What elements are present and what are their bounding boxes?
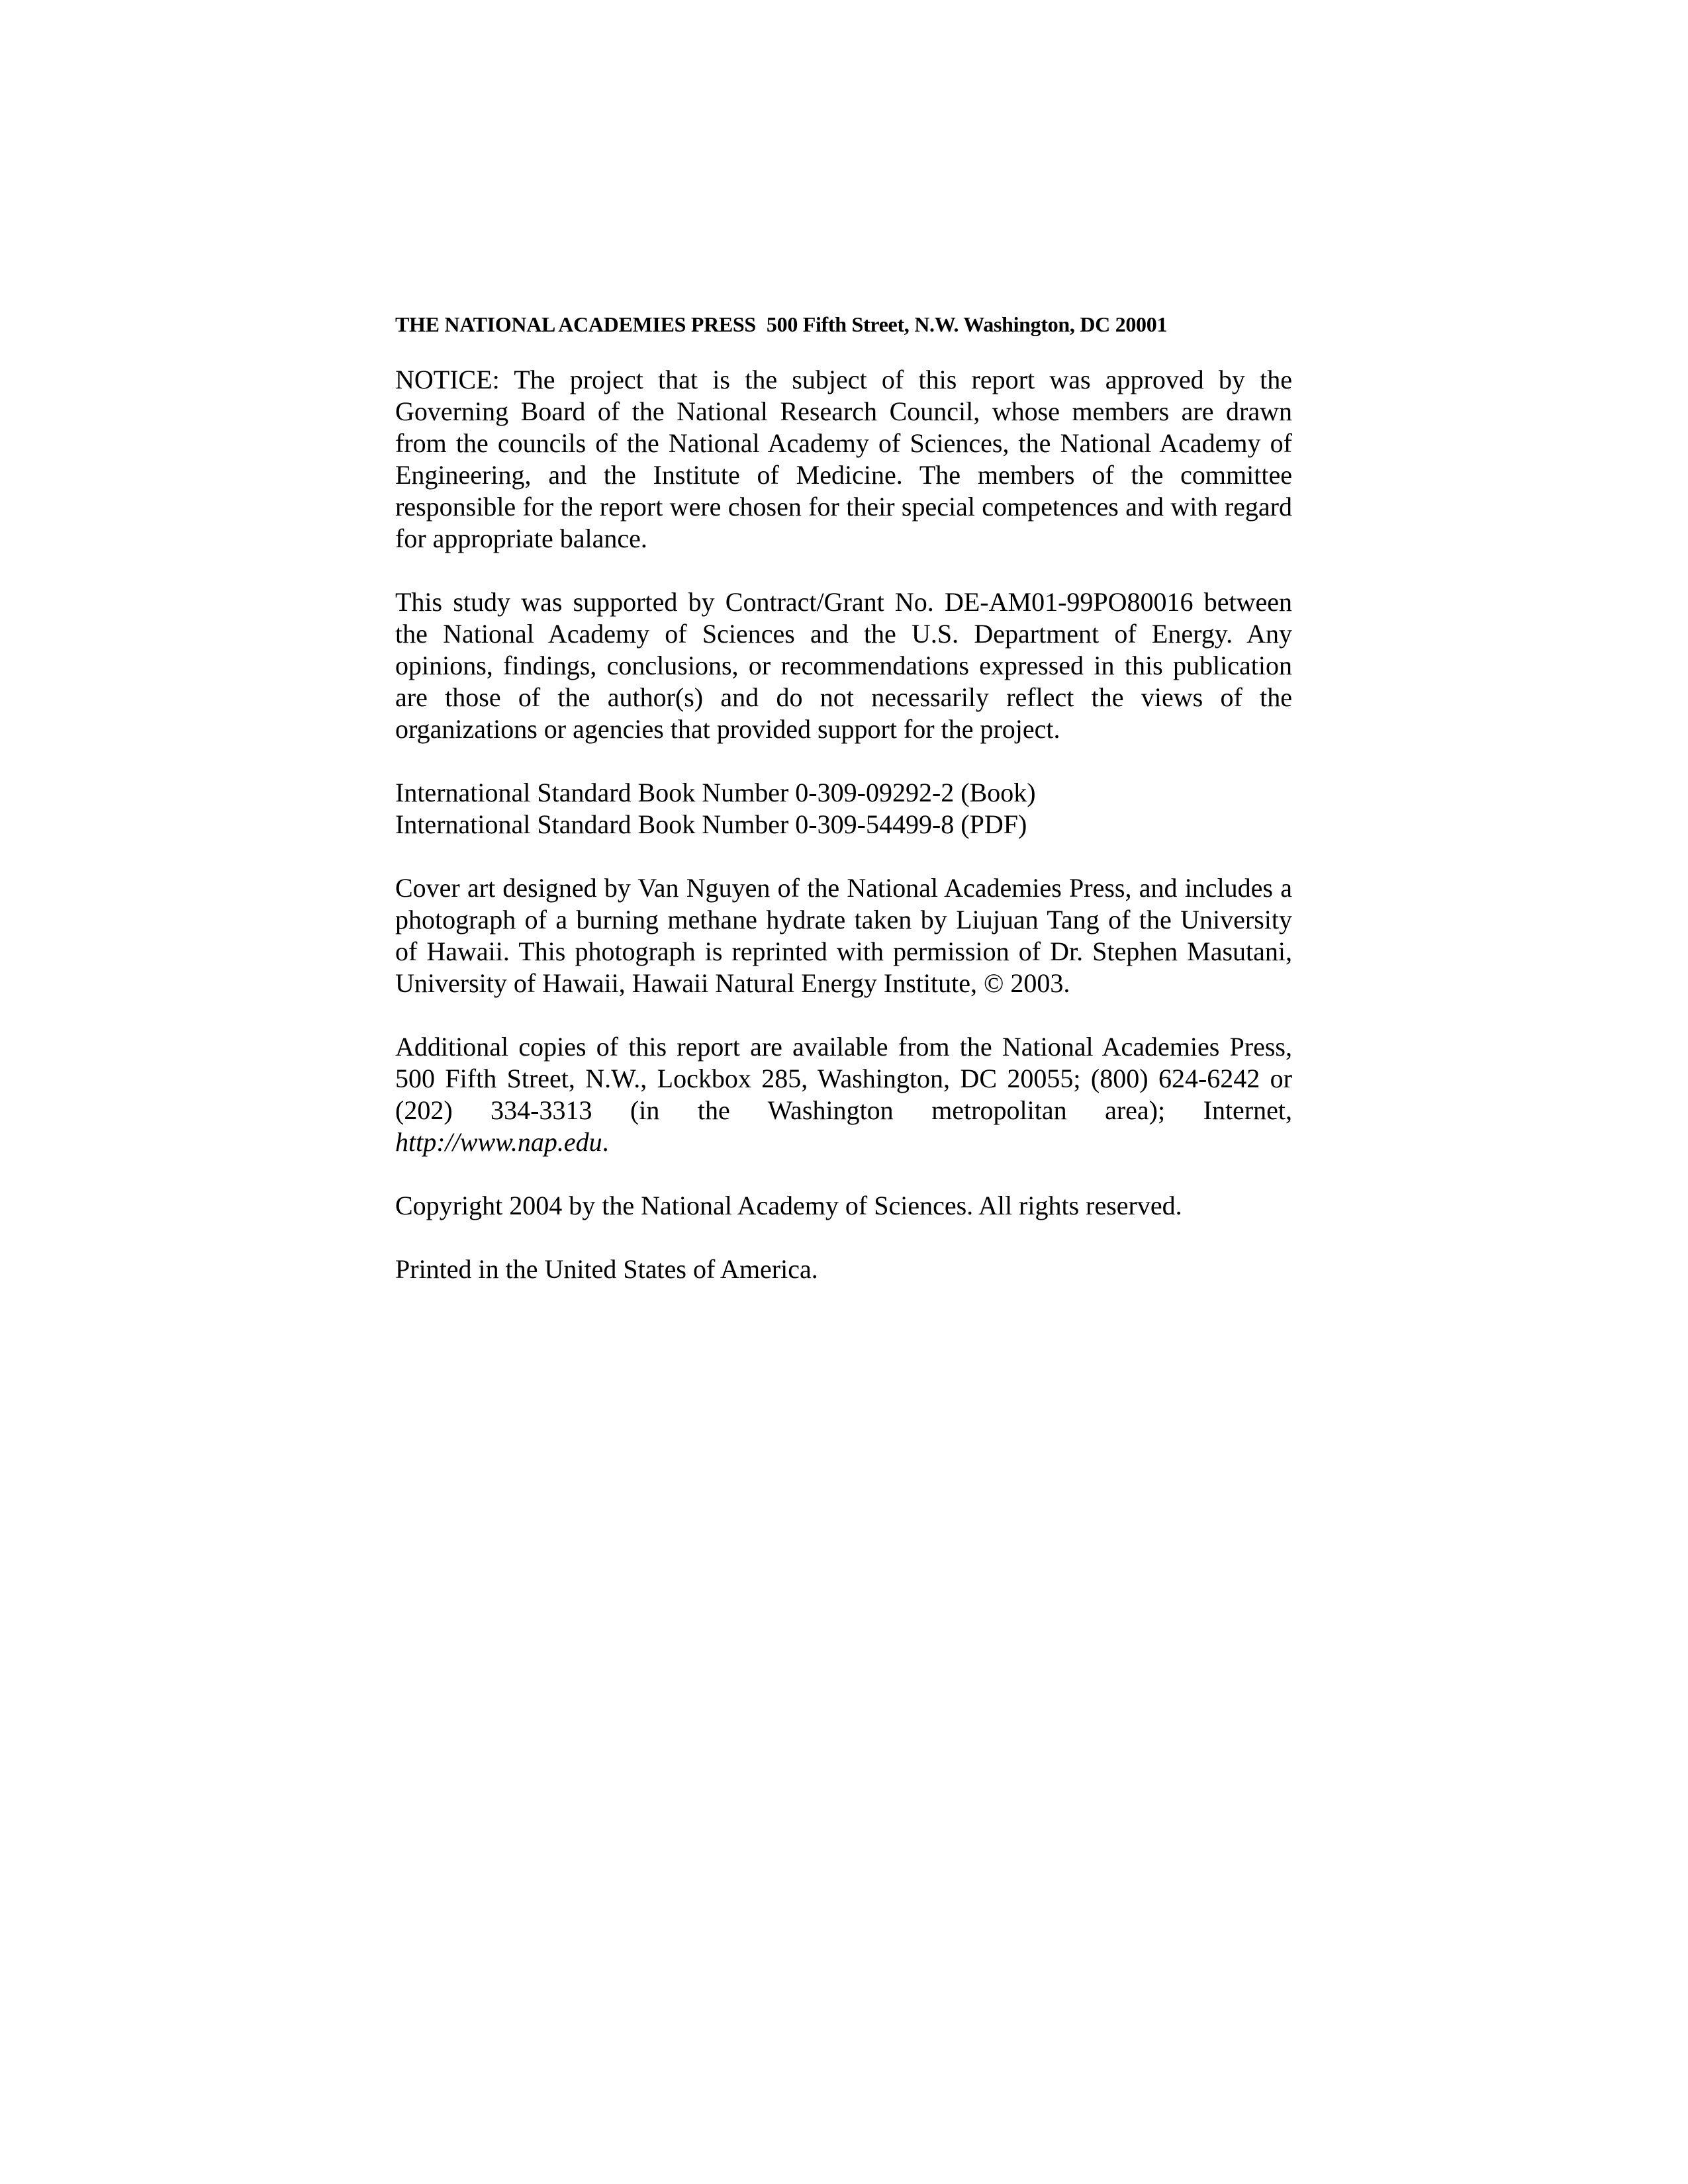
copyright-notice: Copyright 2004 by the National Academy of Sciences. All rights reserved. bbox=[395, 1191, 1182, 1220]
support-paragraph: This study was supported by Contract/Grant No. DE-AM01-99PO80016 between the National Academy of Sciences and the U.S. Department of Energy. Any opinions, findings, conclusions, or recommendations expressed in this publication are those of the author(s) and do not necessarily reflect the views of the organizations or agencies that provided support for the project. bbox=[395, 587, 1292, 744]
cover-art-paragraph: Cover art designed by Van Nguyen of the National Academies Press, and includes a photograph of a burning methane hydrate taken by Liujuan Tang of the University of Hawaii. This photograph is reprinted with permission of Dr. Stephen Masutani, University of Hawaii, Hawaii Natural Energy Institute, © 2003. bbox=[395, 873, 1292, 998]
notice-paragraph: NOTICE: The project that is the subject of this report was approved by the Governing Board of the National Research Council, whose members are drawn from the councils of the National Academy of Sciences, the National Academy of Engineering, and the Institute of Medicine. The members of the committee responsible for the report were chosen for their special competences and with regard for appropriate balance. bbox=[395, 365, 1292, 553]
copyright-page bbox=[395, 311, 1292, 1317]
additional-copies-end: . bbox=[602, 1127, 609, 1157]
nap-website-link[interactable]: http://www.nap.edu bbox=[395, 1127, 602, 1157]
printed-notice: Printed in the United States of America. bbox=[395, 1254, 818, 1284]
publisher-address: 500 Fifth Street, N.W. Washington, DC 20001 bbox=[766, 312, 1168, 336]
publisher-name: THE NATIONAL ACADEMIES PRESS bbox=[395, 312, 756, 336]
isbn-book: International Standard Book Number 0-309-09292-2 (Book) bbox=[395, 778, 1036, 807]
isbn-pdf: International Standard Book Number 0-309-54499-8 (PDF) bbox=[395, 809, 1027, 839]
additional-copies-text: Additional copies of this report are available from the National Academies Press, 500 Fifth Street, N.W., Lockbox 285, Washington, DC 20055; (800) 624-6242 or (202) 334-3313 (in the Washington metropolitan area); Internet, bbox=[395, 1032, 1292, 1125]
isbn-block bbox=[395, 777, 1292, 841]
publisher-header bbox=[395, 311, 1292, 338]
additional-copies-paragraph bbox=[395, 1031, 1292, 1158]
